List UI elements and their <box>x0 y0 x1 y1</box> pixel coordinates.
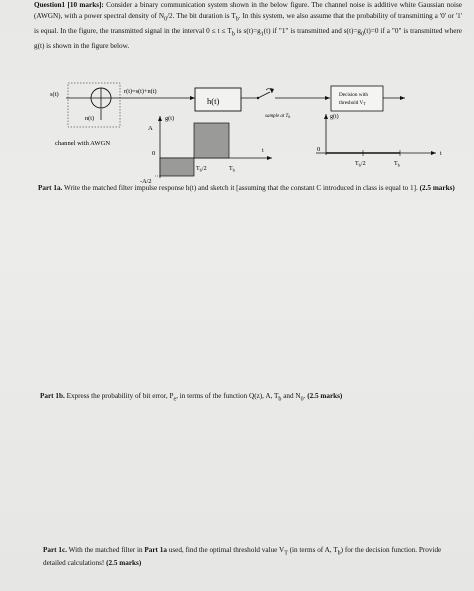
question-heading: Question1 [10 marks]: <box>34 1 104 9</box>
sample-label: sample at $T_b$ <box>265 114 291 120</box>
pulse-positive-part <box>194 123 229 158</box>
intro-text-3: . In this system, we also assume that the probability of transmitting a '0' or '1' is equal. In the figure, the transmitted signal in the interval 0 ≤ t ≤ T <box>34 12 462 36</box>
part-1a-prompt <box>38 183 460 193</box>
part-1a-title: Part 1a. <box>38 184 63 192</box>
question-intro: Question1 [10 marks]: Consider a binary communication system shown in the below figure. The channel noise is additive white Gaussian noise (AWGN), with a power spectral density of $N_0/2$. The bit duration is $T_b$. In this system, we also assume that the probability of transmitting a '0' or '1' is equal. In the figure, the transmitted signal in the interval $0 \le t \le T_b$ is $s(t)=g_1(t)$ if "1" is transmitted and $s(t)=g_0(t)=0$ if a "0" is transmitted where g(t) is shown in the figure below. <box>34 1 462 51</box>
part-1c-marks: (2.5 marks) <box>106 559 142 568</box>
plot2-g-label: g(t) <box>330 114 339 120</box>
part-1b-title: Part 1b. <box>40 392 65 400</box>
intro-text-5: (t) if "1" is transmitted and s(t)=g <box>263 27 361 36</box>
plot1-tb-label: $T_b$ <box>229 166 235 173</box>
decision-label-2: threshold $V_T$ <box>339 100 366 107</box>
s-label: s(t) <box>50 91 59 98</box>
plot2-t-label: t <box>440 151 442 157</box>
part-1c-prompt: Part 1c. With the matched filter in Part 1a used, find the optimal threshold value $V_T$ (in terms of A, $T_b$) for the decision function. Provide detailed calculations! (2.5 marks) <box>43 546 442 568</box>
part-1c-title: Part 1c. <box>43 546 67 554</box>
plot1-tb2-label: $T_b/2$ <box>196 166 207 173</box>
decision-label-1: Decision with <box>339 92 368 98</box>
intro-text-4: is s(t)=g <box>234 27 261 36</box>
plot1-zero: 0 <box>152 150 156 157</box>
part-1a-marks: (2.5 marks) <box>419 184 455 192</box>
filter-label: h(t) <box>207 96 220 106</box>
channel-label: channel with AWGN <box>55 140 111 147</box>
pulse-negative-part <box>160 158 194 176</box>
plot1-g-label: g(t) <box>165 115 175 122</box>
intro-text-1: Consider a binary communication system shown in the below figure. The channel noise is additive white Gaussian noise (AWGN), with a power spectral density of N <box>34 1 462 21</box>
intro-text-6: (t)=0 if a "0" is transmitted where g(t) is shown in the figure below. <box>34 27 462 51</box>
plot2-tb2-label: $T_b/2$ <box>355 161 366 168</box>
plot2-tb-label: $T_b$ <box>394 161 400 168</box>
sampler-switch <box>258 92 270 98</box>
part-1b-prompt: Part 1b. Express the probability of bit error, $P_e$, in terms of the function Q(z), A, $T_b$ and $N_0$. (2.5 marks) <box>40 392 343 403</box>
part-1b-marks: (2.5 marks) <box>307 392 343 400</box>
r-label: r(t)=s(t)+n(t) <box>124 88 157 95</box>
plot1-t-label: t <box>262 148 264 154</box>
decision-block <box>331 86 383 111</box>
plot1-amp-pos: A <box>148 125 153 132</box>
intro-text-2: /2. The bit duration is T <box>167 12 236 21</box>
n-label: n(t) <box>85 115 95 122</box>
plot2-zero: 0 <box>317 146 321 153</box>
part-1a-text: Write the matched filter impulse response h(t) and sketch it [assuming that the constant C introduced in class is equal to 1]. <box>62 184 420 192</box>
plot1-amp-neg: -A/2 <box>140 178 152 185</box>
